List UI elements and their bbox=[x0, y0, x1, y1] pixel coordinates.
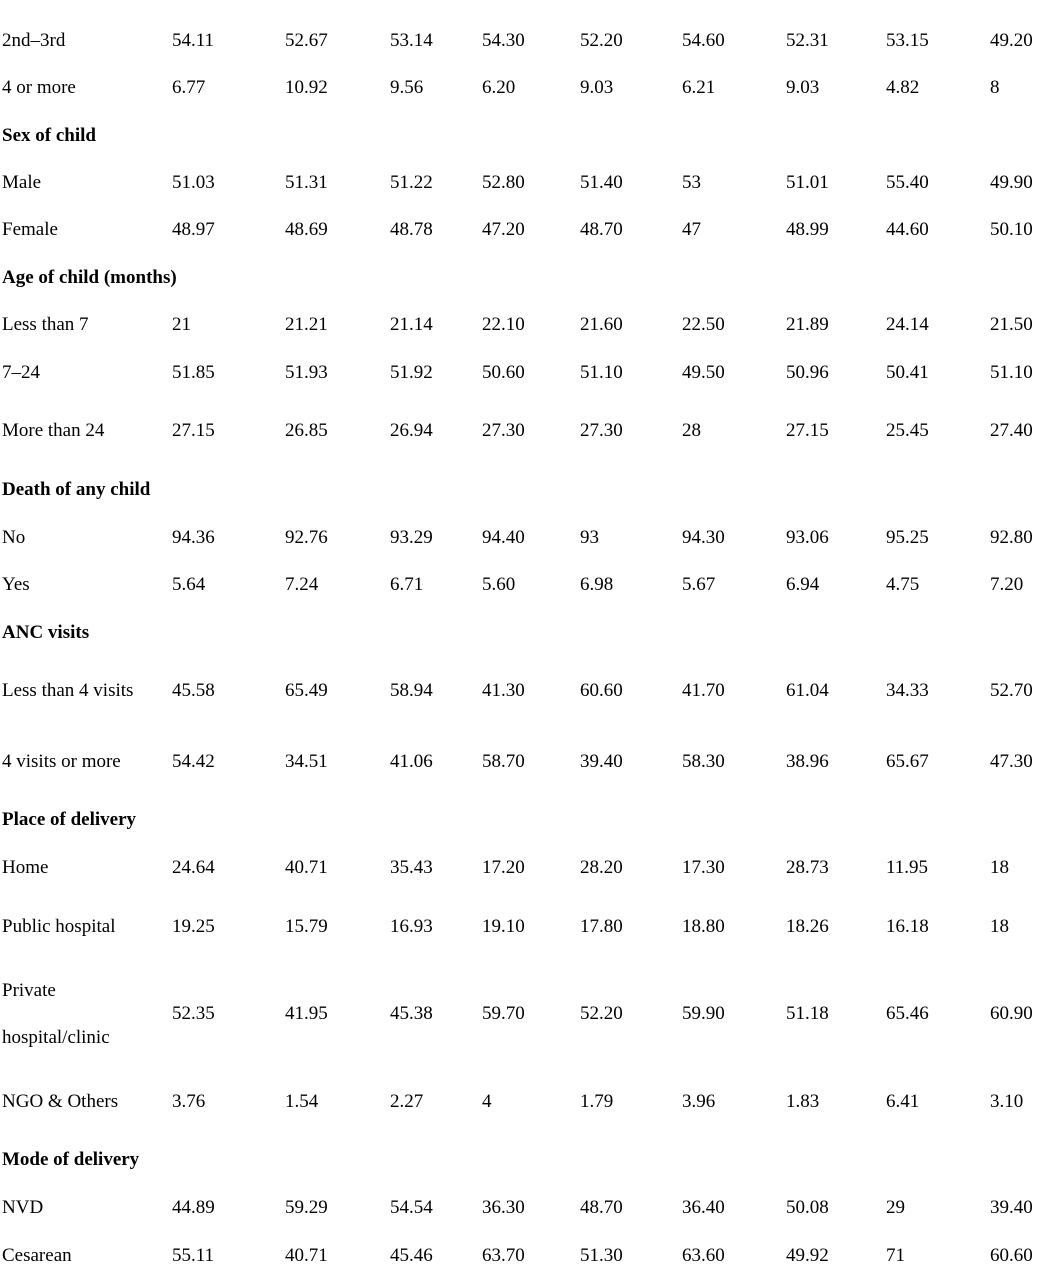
table-cell: 18 bbox=[990, 916, 1009, 937]
table-cell: 8 bbox=[990, 77, 1000, 98]
row-label: Yes bbox=[2, 574, 30, 595]
table-cell: 18.80 bbox=[682, 916, 725, 937]
table-cell bbox=[172, 0, 215, 6]
table-cell: 47.20 bbox=[482, 219, 525, 240]
table-cell: 94.36 bbox=[172, 527, 215, 548]
table-cell: 58.70 bbox=[482, 751, 525, 772]
table-row bbox=[0, 523, 1038, 553]
table-cell: 38.96 bbox=[786, 751, 829, 772]
table-cell: 21.21 bbox=[285, 314, 328, 335]
table-cell: 11.95 bbox=[886, 857, 929, 878]
table-cell: 26.85 bbox=[285, 420, 328, 441]
table-cell: 34.51 bbox=[285, 751, 328, 772]
table-row bbox=[0, 168, 1038, 198]
table-cell: 27.15 bbox=[786, 420, 829, 441]
table-cell: 94.30 bbox=[682, 527, 725, 548]
row-label: Public hospital bbox=[2, 916, 116, 937]
table-cell: 93 bbox=[580, 527, 599, 548]
row-label: 7–24 bbox=[2, 362, 40, 383]
table-cell: 6.20 bbox=[482, 77, 516, 98]
table-cell: 60.60 bbox=[580, 680, 623, 701]
table-cell bbox=[580, 0, 623, 6]
table-cell: 49.20 bbox=[990, 30, 1033, 51]
table-cell: 51.31 bbox=[285, 172, 328, 193]
section-header: Sex of child bbox=[2, 125, 96, 146]
table-cell: 17.20 bbox=[482, 857, 525, 878]
table-cell: 65.67 bbox=[886, 751, 929, 772]
section-header: ANC visits bbox=[2, 622, 90, 643]
table-cell: 48.99 bbox=[786, 219, 829, 240]
table-cell: 59.70 bbox=[482, 1003, 525, 1024]
row-label-line: hospital/clinic bbox=[2, 1027, 110, 1048]
table-cell: 50.10 bbox=[990, 219, 1033, 240]
table-cell: 48.70 bbox=[580, 1197, 623, 1218]
table-cell: 48.70 bbox=[580, 219, 623, 240]
table-cell: 48.97 bbox=[172, 219, 215, 240]
table-cell: 50.08 bbox=[786, 1197, 829, 1218]
table-row bbox=[0, 215, 1038, 245]
row-label: NGO & Others bbox=[2, 1091, 119, 1112]
table-cell: 53.14 bbox=[390, 30, 433, 51]
row-label: Cesarean bbox=[2, 1245, 72, 1266]
table-cell: 50.96 bbox=[786, 362, 829, 383]
table-row bbox=[0, 853, 1038, 883]
table-cell: 17.80 bbox=[580, 916, 623, 937]
table-cell: 49.90 bbox=[990, 172, 1033, 193]
table-cell: 45.58 bbox=[172, 680, 215, 701]
table-cell: 7.20 bbox=[990, 574, 1024, 595]
table-cell: 27.15 bbox=[172, 420, 215, 441]
row-label: 4 visits or more bbox=[2, 751, 121, 772]
table-cell: 50.60 bbox=[482, 362, 525, 383]
table-cell: 92.76 bbox=[285, 527, 328, 548]
table-cell: 28.73 bbox=[786, 857, 829, 878]
table-row bbox=[0, 1087, 1038, 1117]
table-cell: 24.14 bbox=[886, 314, 929, 335]
table-cell bbox=[482, 0, 525, 6]
table-cell: 6.94 bbox=[786, 574, 820, 595]
section-header-row bbox=[0, 805, 1038, 835]
table-cell: 51.10 bbox=[580, 362, 623, 383]
table-cell: 28 bbox=[682, 420, 701, 441]
table-row bbox=[0, 26, 1038, 56]
table-row bbox=[0, 310, 1038, 340]
table-cell: 35.43 bbox=[390, 857, 433, 878]
table-cell: 52.35 bbox=[172, 1003, 215, 1024]
table-cell: 26.94 bbox=[390, 420, 433, 441]
table-cell: 40.71 bbox=[285, 1245, 328, 1266]
table-cell: 54.60 bbox=[682, 30, 725, 51]
table-cell: 60.90 bbox=[990, 1003, 1033, 1024]
section-header: Mode of delivery bbox=[2, 1149, 140, 1170]
table-cell: 41.95 bbox=[285, 1003, 328, 1024]
table-cell: 47 bbox=[682, 219, 701, 240]
row-label: Less than 4 visits bbox=[2, 680, 134, 701]
table-cell: 19.10 bbox=[482, 916, 525, 937]
table-cell: 19.25 bbox=[172, 916, 215, 937]
row-label bbox=[2, 0, 24, 6]
row-label: More than 24 bbox=[2, 420, 105, 441]
table-cell: 1.54 bbox=[285, 1091, 319, 1112]
table-cell: 21.50 bbox=[990, 314, 1033, 335]
table-cell: 51.85 bbox=[172, 362, 215, 383]
table-cell bbox=[786, 0, 829, 6]
table-cell: 53 bbox=[682, 172, 701, 193]
row-label: Female bbox=[2, 219, 58, 240]
table-cell: 63.70 bbox=[482, 1245, 525, 1266]
table-cell: 7.24 bbox=[285, 574, 319, 595]
section-header-row bbox=[0, 618, 1038, 648]
table-cell: 65.49 bbox=[285, 680, 328, 701]
table-cell: 6.71 bbox=[390, 574, 424, 595]
table-cell: 6.77 bbox=[172, 77, 206, 98]
table-cell: 27.40 bbox=[990, 420, 1033, 441]
table-cell: 51.01 bbox=[786, 172, 829, 193]
table-cell: 39.40 bbox=[580, 751, 623, 772]
table-cell: 6.41 bbox=[886, 1091, 920, 1112]
table-cell: 65.46 bbox=[886, 1003, 929, 1024]
table-cell: 55.11 bbox=[172, 1245, 215, 1266]
table-cell: 54.54 bbox=[390, 1197, 433, 1218]
table-row bbox=[0, 1241, 1038, 1271]
table-cell: 27.30 bbox=[482, 420, 525, 441]
table-cell: 21.14 bbox=[390, 314, 433, 335]
table-cell: 3.96 bbox=[682, 1091, 716, 1112]
table-cell: 51.93 bbox=[285, 362, 328, 383]
table-cell: 52.20 bbox=[580, 30, 623, 51]
row-label: Male bbox=[2, 172, 42, 193]
row-label: Home bbox=[2, 857, 49, 878]
table-cell: 16.93 bbox=[390, 916, 433, 937]
table-cell: 3.10 bbox=[990, 1091, 1024, 1112]
table-cell: 44.89 bbox=[172, 1197, 215, 1218]
table-cell: 3.76 bbox=[172, 1091, 206, 1112]
table-row bbox=[0, 912, 1038, 942]
table-cell: 9.56 bbox=[390, 77, 424, 98]
table-cell: 60.60 bbox=[990, 1245, 1033, 1266]
table-cell: 93.29 bbox=[390, 527, 433, 548]
table-cell: 36.30 bbox=[482, 1197, 525, 1218]
table-cell: 2.27 bbox=[390, 1091, 424, 1112]
table-cell: 29 bbox=[886, 1197, 905, 1218]
section-header: Death of any child bbox=[2, 479, 151, 500]
table-row bbox=[0, 73, 1038, 103]
table-cell: 51.10 bbox=[990, 362, 1033, 383]
table-cell: 27.30 bbox=[580, 420, 623, 441]
section-header-row bbox=[0, 121, 1038, 151]
table-cell: 18.26 bbox=[786, 916, 829, 937]
row-label: Less than 7 bbox=[2, 314, 89, 335]
table-cell: 52.80 bbox=[482, 172, 525, 193]
table-cell: 18 bbox=[990, 857, 1009, 878]
table-cell: 21.60 bbox=[580, 314, 623, 335]
table-cell: 16.18 bbox=[886, 916, 929, 937]
table-cell: 9.03 bbox=[786, 77, 820, 98]
table-cell: 51.40 bbox=[580, 172, 623, 193]
table-cell: 71 bbox=[886, 1245, 905, 1266]
table-cell: 15.79 bbox=[285, 916, 328, 937]
table-cell: 58.30 bbox=[682, 751, 725, 772]
table-cell: 25.45 bbox=[886, 420, 929, 441]
row-label: 4 or more bbox=[2, 77, 76, 98]
table-row bbox=[0, 416, 1038, 446]
table-cell: 54.11 bbox=[172, 30, 215, 51]
table-cell: 59.90 bbox=[682, 1003, 725, 1024]
section-header-row bbox=[0, 263, 1038, 293]
section-header: Age of child (months) bbox=[2, 267, 177, 288]
table-cell: 63.60 bbox=[682, 1245, 725, 1266]
table-cell: 55.40 bbox=[886, 172, 929, 193]
table-cell: 54.42 bbox=[172, 751, 215, 772]
table-cell: 61.04 bbox=[786, 680, 829, 701]
table-cell: 21.89 bbox=[786, 314, 829, 335]
table-cell: 95.25 bbox=[886, 527, 929, 548]
table-cell bbox=[285, 0, 328, 6]
table-row bbox=[0, 747, 1038, 777]
table-cell: 34.33 bbox=[886, 680, 929, 701]
row-label: NVD bbox=[2, 1197, 44, 1218]
table-cell: 47.30 bbox=[990, 751, 1033, 772]
table-cell bbox=[990, 0, 1033, 6]
table-cell: 49.92 bbox=[786, 1245, 829, 1266]
table-cell: 6.21 bbox=[682, 77, 716, 98]
table-cell: 52.67 bbox=[285, 30, 328, 51]
table-cell: 9.03 bbox=[580, 77, 614, 98]
table-cell: 4 bbox=[482, 1091, 492, 1112]
table-cell: 45.38 bbox=[390, 1003, 433, 1024]
table-cell: 17.30 bbox=[682, 857, 725, 878]
table-cell: 92.80 bbox=[990, 527, 1033, 548]
table-cell: 52.70 bbox=[990, 680, 1033, 701]
row-label bbox=[2, 967, 110, 1061]
section-header: Place of delivery bbox=[2, 809, 137, 830]
table-cell: 5.64 bbox=[172, 574, 206, 595]
table-cell: 28.20 bbox=[580, 857, 623, 878]
table-cell: 1.83 bbox=[786, 1091, 820, 1112]
table-cell: 41.70 bbox=[682, 680, 725, 701]
table-cell: 59.29 bbox=[285, 1197, 328, 1218]
table-cell: 10.92 bbox=[285, 77, 328, 98]
table-row bbox=[0, 967, 1038, 1061]
table-row bbox=[0, 0, 1038, 6]
table-cell: 50.41 bbox=[886, 362, 929, 383]
section-header-row bbox=[0, 475, 1038, 505]
table-cell: 4.75 bbox=[886, 574, 920, 595]
table-cell: 52.31 bbox=[786, 30, 829, 51]
table-cell: 22.10 bbox=[482, 314, 525, 335]
table-row bbox=[0, 570, 1038, 600]
table-cell: 45.46 bbox=[390, 1245, 433, 1266]
section-header-row bbox=[0, 1145, 1038, 1175]
table-cell bbox=[390, 0, 423, 6]
table-cell: 52.20 bbox=[580, 1003, 623, 1024]
table-cell: 22.50 bbox=[682, 314, 725, 335]
table-cell: 21 bbox=[172, 314, 191, 335]
table-cell: 51.03 bbox=[172, 172, 215, 193]
table-cell bbox=[682, 0, 725, 6]
table-cell: 49.50 bbox=[682, 362, 725, 383]
table-cell: 41.30 bbox=[482, 680, 525, 701]
table-cell: 54.30 bbox=[482, 30, 525, 51]
table-cell: 51.30 bbox=[580, 1245, 623, 1266]
table-cell: 24.64 bbox=[172, 857, 215, 878]
table-cell: 53.15 bbox=[886, 30, 929, 51]
table-row bbox=[0, 676, 1038, 706]
table-cell: 51.18 bbox=[786, 1003, 829, 1024]
table-row bbox=[0, 358, 1038, 388]
table-cell: 40.71 bbox=[285, 857, 328, 878]
table-cell: 36.40 bbox=[682, 1197, 725, 1218]
row-label: No bbox=[2, 527, 26, 548]
table-cell bbox=[886, 0, 929, 6]
table-cell: 5.67 bbox=[682, 574, 716, 595]
row-label-line: Private bbox=[2, 980, 56, 1001]
table-cell: 41.06 bbox=[390, 751, 433, 772]
table-cell: 5.60 bbox=[482, 574, 516, 595]
table-cell: 48.69 bbox=[285, 219, 328, 240]
row-label: 2nd–3rd bbox=[2, 30, 66, 51]
table-cell: 94.40 bbox=[482, 527, 525, 548]
table-cell: 48.78 bbox=[390, 219, 433, 240]
table-cell: 4.82 bbox=[886, 77, 920, 98]
table-cell: 39.40 bbox=[990, 1197, 1033, 1218]
table-cell: 93.06 bbox=[786, 527, 829, 548]
table-cell: 6.98 bbox=[580, 574, 614, 595]
table-cell: 58.94 bbox=[390, 680, 433, 701]
table-cell: 51.92 bbox=[390, 362, 433, 383]
table-cell: 44.60 bbox=[886, 219, 929, 240]
table-cell: 51.22 bbox=[390, 172, 433, 193]
table-row bbox=[0, 1193, 1038, 1223]
table-cell: 1.79 bbox=[580, 1091, 614, 1112]
